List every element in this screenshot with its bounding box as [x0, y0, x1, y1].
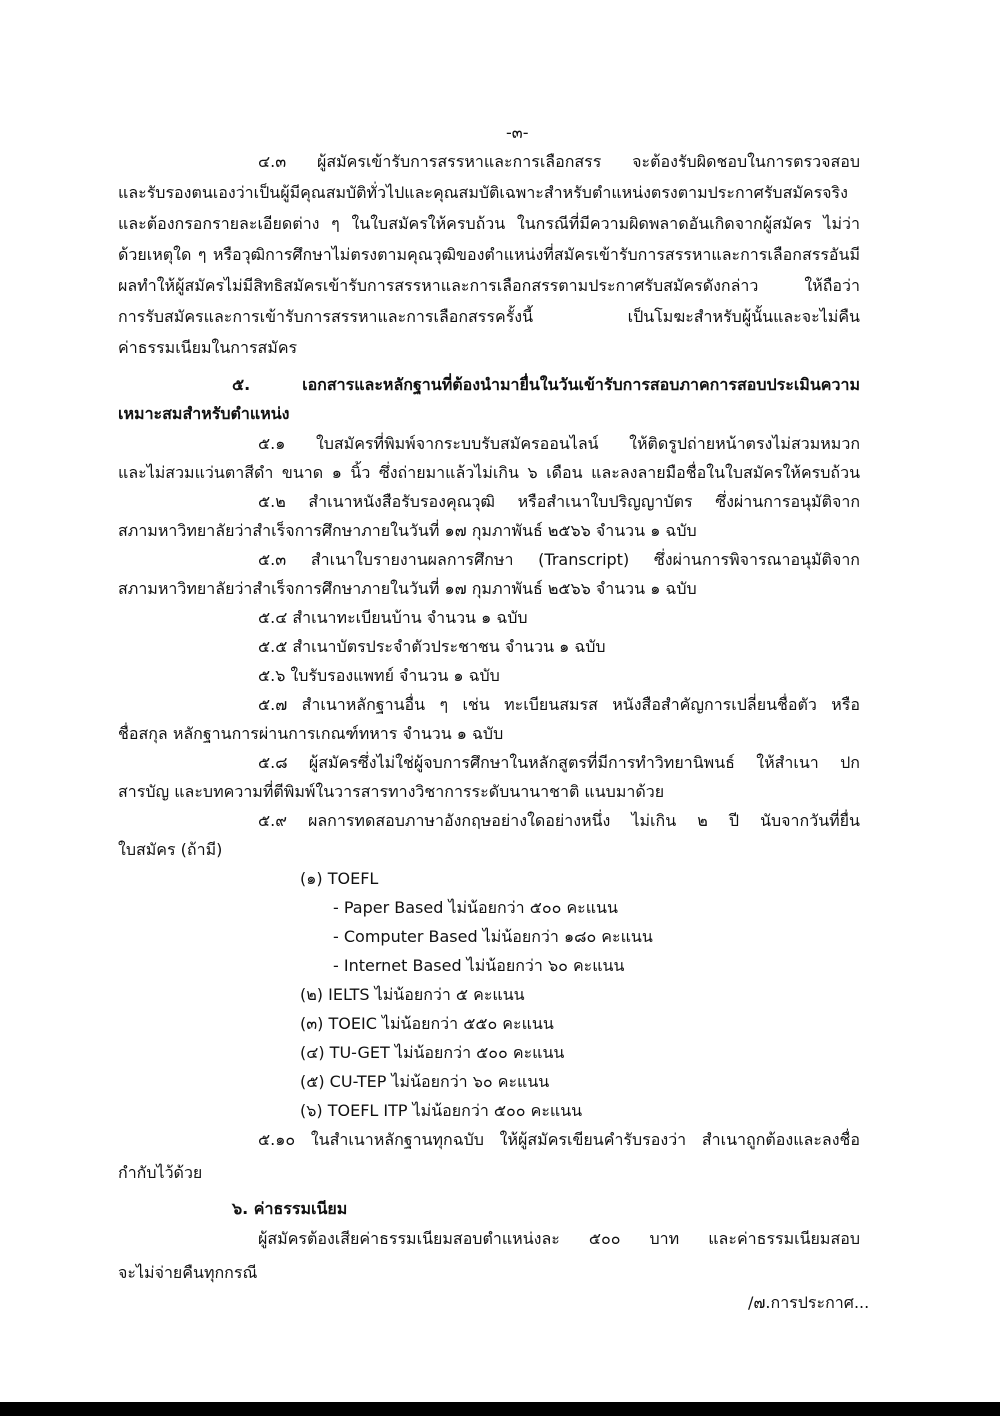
item-5-10-line2: กำกับไว้ด้วย [118, 1163, 203, 1182]
item-5-1-line1: ๕.๑ ใบสมัครที่พิมพ์จากระบบรับสมัครออนไลน์ ให้ติดรูปถ่ายหน้าตรงไม่สวมหมวก [258, 434, 860, 453]
section-6-heading: ๖. ค่าธรรมเนียม [232, 1199, 348, 1218]
item-5-3-line2: สภามหาวิทยาลัยว่าสำเร็จการศึกษาภายในวันที่ ๑๗ กุมภาพันธ์ ๒๕๖๖ จำนวน ๑ ฉบับ [118, 579, 697, 598]
section-heading-line: เหมาะสมสำหรับตำแหน่ง [118, 404, 290, 423]
page-number: -๓- [506, 123, 529, 142]
scan-border-bottom [0, 1402, 1000, 1416]
test-item-toefl-itp: (๖) TOEFL ITP ไม่น้อยกว่า ๕๐๐ คะแนน [300, 1101, 583, 1120]
paragraph-line: การรับสมัครและการเข้ารับการสรรหาและการเลือกสรรครั้งนี้ เป็นโมฆะสำหรับผู้นั้นและจะไม่คืน [118, 307, 860, 326]
paragraph-line: และรับรองตนเองว่าเป็นผู้มีคุณสมบัติทั่วไปและคุณสมบัติเฉพาะสำหรับตำแหน่งตรงตามประกาศรับสมัครจริง [118, 183, 848, 202]
test-item-tu-get: (๔) TU-GET ไม่น้อยกว่า ๕๐๐ คะแนน [300, 1043, 565, 1062]
section-6-body-line2: จะไม่จ่ายคืนทุกกรณี [118, 1263, 258, 1282]
continuation-marker: /๗.การประกาศ... [748, 1293, 870, 1312]
paragraph-line: และต้องกรอกรายละเอียดต่าง ๆ ในใบสมัครให้ครบถ้วน ในกรณีที่มีความผิดพลาดอันเกิดจากผู้สมัคร ไม่ว่า [118, 214, 860, 233]
item-5-4: ๕.๔ สำเนาทะเบียนบ้าน จำนวน ๑ ฉบับ [258, 608, 528, 627]
section-6-body-line1: ผู้สมัครต้องเสียค่าธรรมเนียมสอบตำแหน่งละ ๕๐๐ บาท และค่าธรรมเนียมสอบ [258, 1229, 860, 1248]
item-5-7-line2: ชื่อสกุล หลักฐานการผ่านการเกณฑ์ทหาร จำนวน ๑ ฉบับ [118, 724, 504, 743]
test-subitem-internet: - Internet Based ไม่น้อยกว่า ๖๐ คะแนน [333, 956, 625, 975]
item-5-7-line1: ๕.๗ สำเนาหลักฐานอื่น ๆ เช่น ทะเบียนสมรส หนังสือสำคัญการเปลี่ยนชื่อตัว หรือ [258, 695, 860, 714]
item-5-8-line2: สารบัญ และบทความที่ตีพิมพ์ในวารสารทางวิชาการระดับนานาชาติ แนบมาด้วย [118, 782, 665, 801]
test-item-toeic: (๓) TOEIC ไม่น้อยกว่า ๕๕๐ คะแนน [300, 1014, 554, 1033]
item-5-6: ๕.๖ ใบรับรองแพทย์ จำนวน ๑ ฉบับ [258, 666, 500, 685]
test-subitem-paper: - Paper Based ไม่น้อยกว่า ๕๐๐ คะแนน [333, 898, 618, 917]
test-item-ielts: (๒) IELTS ไม่น้อยกว่า ๕ คะแนน [300, 985, 525, 1004]
item-5-5: ๕.๕ สำเนาบัตรประจำตัวประชาชน จำนวน ๑ ฉบับ [258, 637, 606, 656]
item-5-9-line2: ใบสมัคร (ถ้ามี) [118, 840, 223, 859]
item-5-1-line2: และไม่สวมแว่นตาสีดำ ขนาด ๑ นิ้ว ซึ่งถ่ายมาแล้วไม่เกิน ๖ เดือน และลงลายมือชื่อในใบสมัครให้ครบถ้วน [118, 463, 860, 482]
test-item-toefl: (๑) TOEFL [300, 869, 379, 888]
section-heading-line: ๕. เอกสารและหลักฐานที่ต้องนำมายื่นในวันเข้ารับการสอบภาคการสอบประเมินความ [232, 375, 860, 394]
item-5-8-line1: ๕.๘ ผู้สมัครซึ่งไม่ใช่ผู้จบการศึกษาในหลักสูตรที่มีการทำวิทยานิพนธ์ ให้สำเนา ปก [258, 753, 860, 772]
test-item-cu-tep: (๕) CU-TEP ไม่น้อยกว่า ๖๐ คะแนน [300, 1072, 550, 1091]
paragraph-line: ด้วยเหตุใด ๆ หรือวุฒิการศึกษาไม่ตรงตามคุณวุฒิของตำแหน่งที่สมัครเข้ารับการสรรหาและการเลือกสรรอันมี [118, 245, 860, 264]
item-5-2-line1: ๕.๒ สำเนาหนังสือรับรองคุณวุฒิ หรือสำเนาใบปริญญาบัตร ซึ่งผ่านการอนุมัติจาก [258, 492, 860, 511]
test-subitem-computer: - Computer Based ไม่น้อยกว่า ๑๘๐ คะแนน [333, 927, 653, 946]
item-5-2-line2: สภามหาวิทยาลัยว่าสำเร็จการศึกษาภายในวันที่ ๑๗ กุมภาพันธ์ ๒๕๖๖ จำนวน ๑ ฉบับ [118, 521, 697, 540]
item-5-9-line1: ๕.๙ ผลการทดสอบภาษาอังกฤษอย่างใดอย่างหนึ่ง ไม่เกิน ๒ ปี นับจากวันที่ยื่น [258, 811, 860, 830]
item-5-10-line1: ๕.๑๐ ในสำเนาหลักฐานทุกฉบับ ให้ผู้สมัครเขียนคำรับรองว่า สำเนาถูกต้องและลงชื่อ [258, 1130, 860, 1149]
paragraph-line: ค่าธรรมเนียมในการสมัคร [118, 338, 298, 357]
paragraph-line: ผลทำให้ผู้สมัครไม่มีสิทธิสมัครเข้ารับการสรรหาและการเลือกสรรตามประกาศรับสมัครดังกล่าว ให้ถือว่า [118, 276, 860, 295]
item-5-3-line1: ๕.๓ สำเนาใบรายงานผลการศึกษา (Transcript) ซึ่งผ่านการพิจารณาอนุมัติจาก [258, 550, 860, 569]
paragraph-line: ๔.๓ ผู้สมัครเข้ารับการสรรหาและการเลือกสรร จะต้องรับผิดชอบในการตรวจสอบ [258, 152, 860, 171]
